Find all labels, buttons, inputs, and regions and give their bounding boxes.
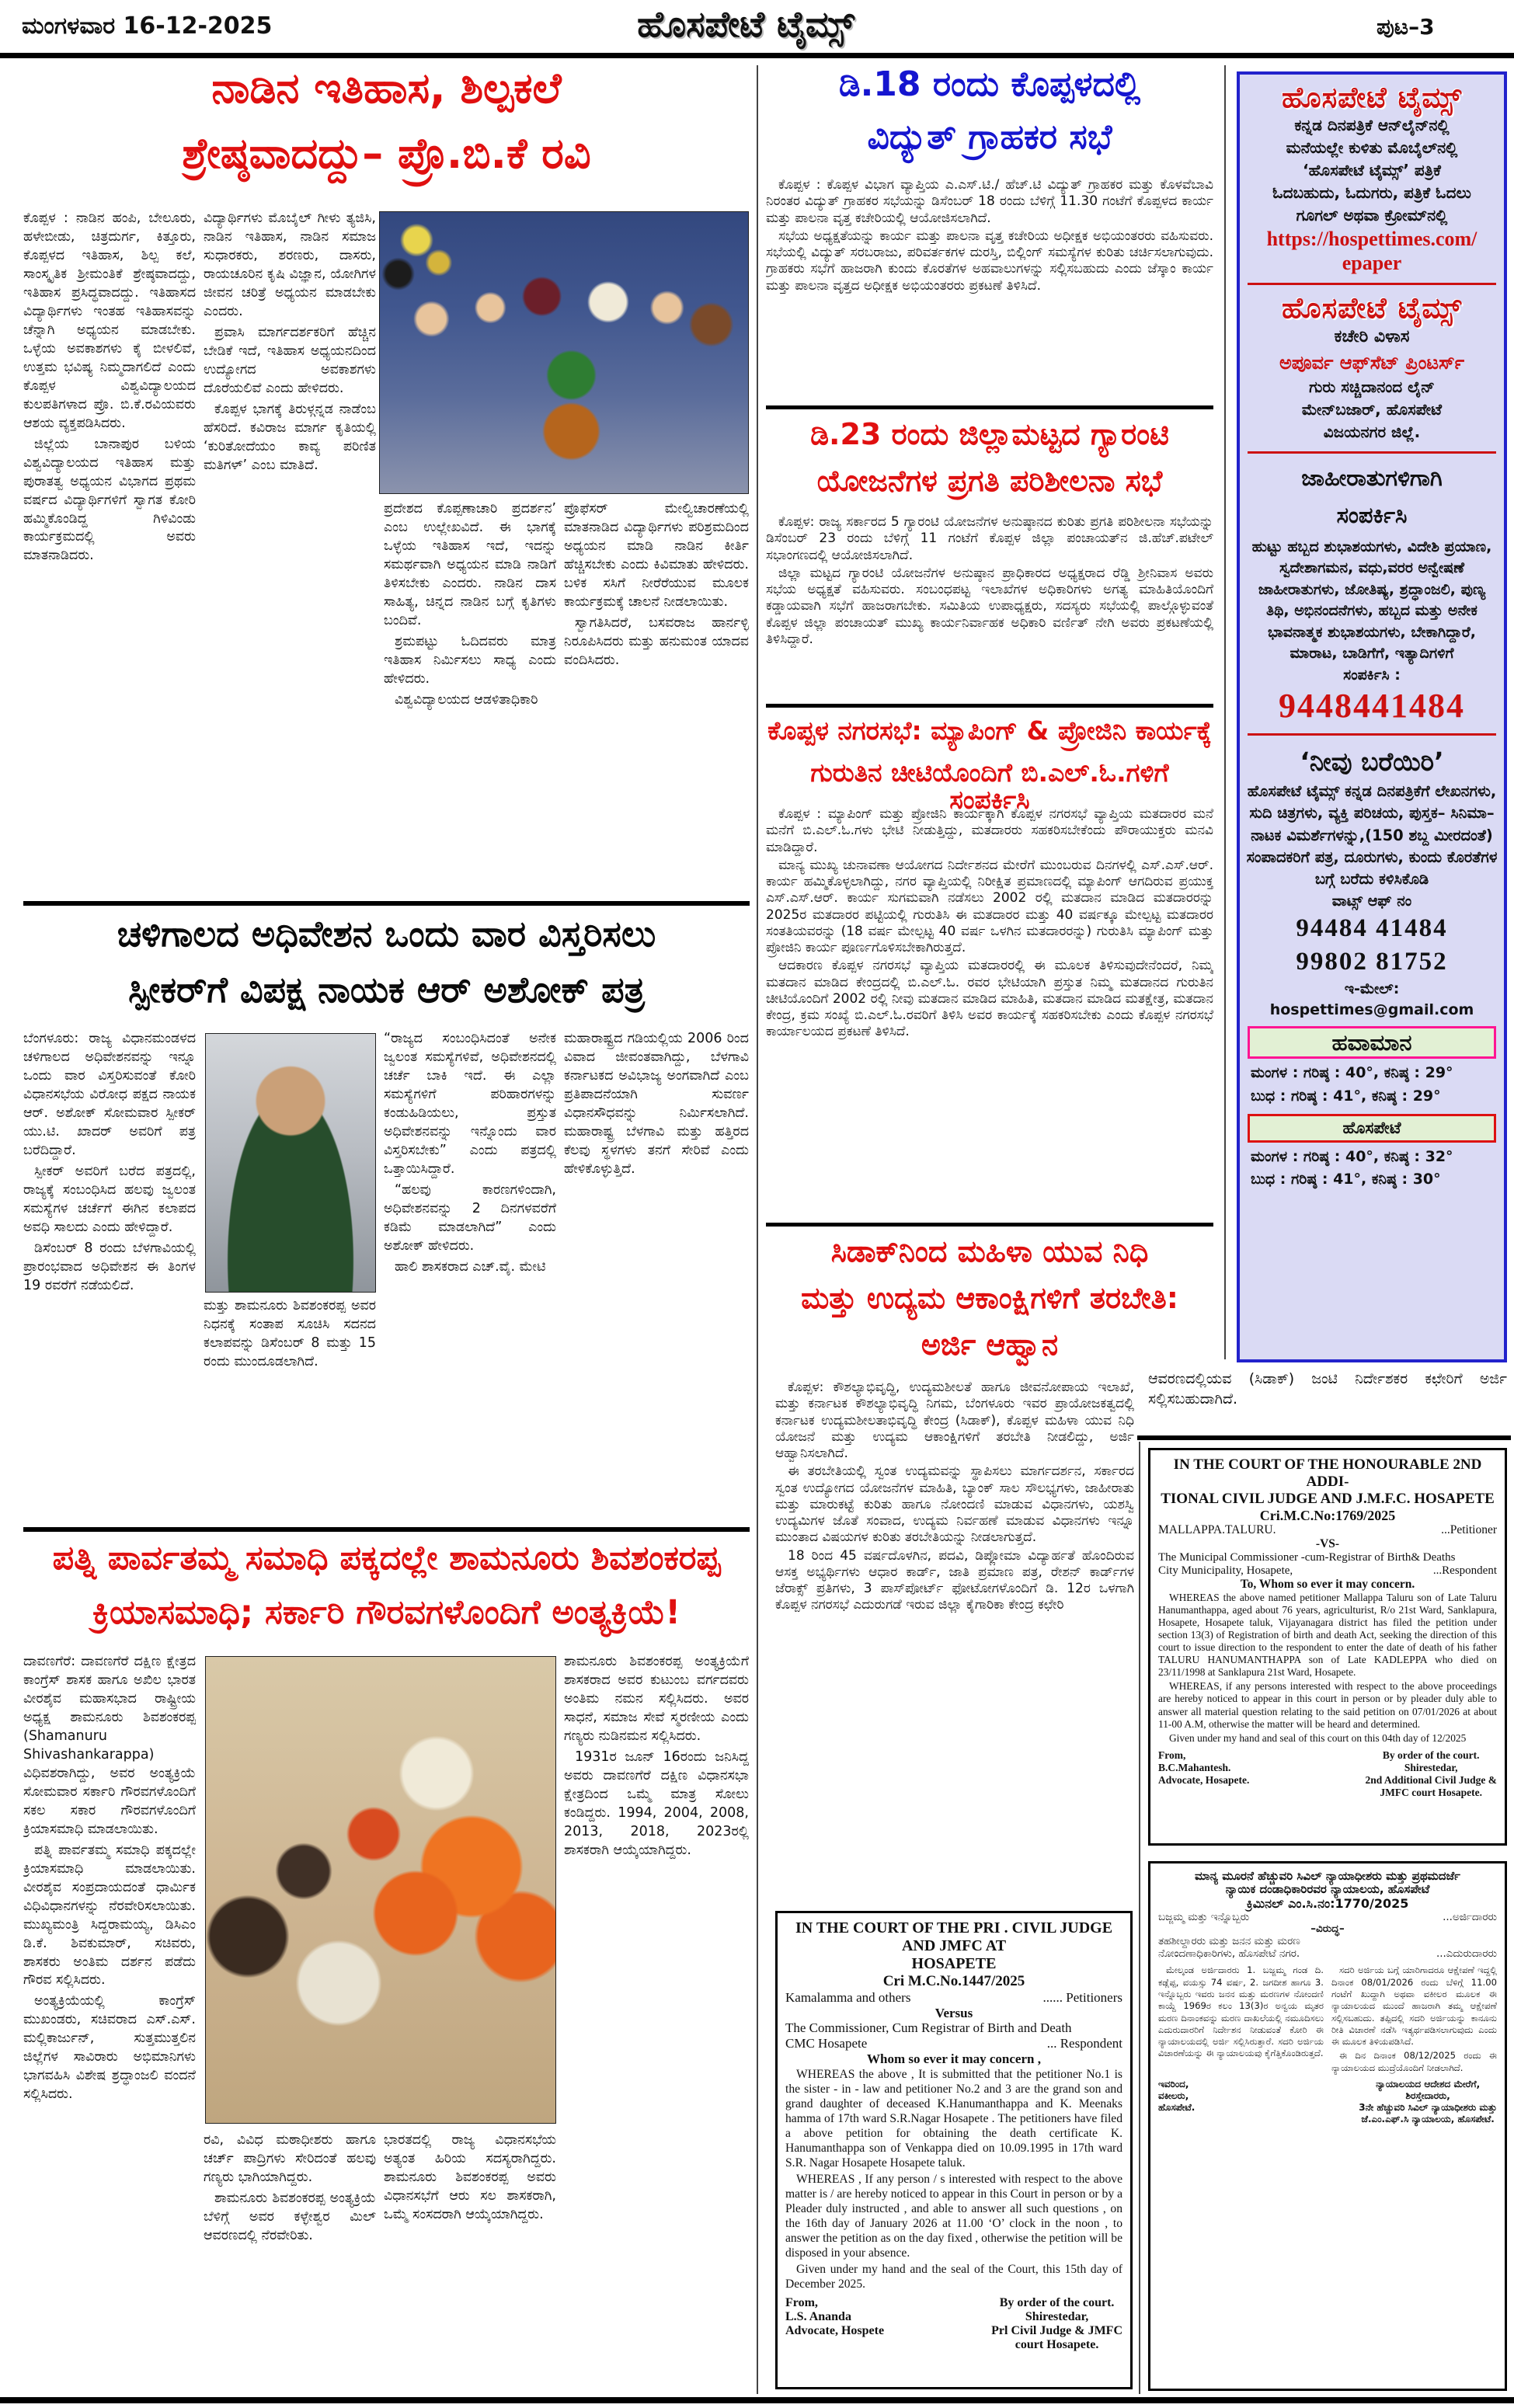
ads-title-line1: ಜಾಹೀರಾತುಗಳಿಗಾಗಿ <box>1301 465 1443 492</box>
article1-headline-line2: ಶ್ರೇಷ್ಠವಾದದ್ದು– ಪ್ರೊ.ಬಿ.ಕೆ ರವಿ <box>182 129 591 178</box>
article2-column2: ಮತ್ತು ಶಾಮನೂರು ಶಿವಶಂಕರಪ್ಪ ಅವರ ನಿಧನಕ್ಕೆ ಸಂತಾಪ ಸೂಚಿಸಿ ಸದನದ ಕಲಾಪವನ್ನು ಡಿಸೆಂಬರ್ 8 ಮತ್ತು 15 ರಂದು ಮುಂದೂಡಲಾಗಿದೆ. <box>204 1298 376 1369</box>
article2-headline-line2: ಸ್ಪೀಕರ್‌ಗೆ ವಿಪಕ್ಷ ನಾಯಕ ಆರ್ ಅಶೋಕ್ ಪತ್ರ <box>128 969 645 1011</box>
middle4-continuation <box>1148 1369 1507 1432</box>
notice-en2-respondent-line1: The Commissioner, Cum Registrar of Birth and Death <box>785 2020 1072 2036</box>
notice-kn-case-number: ಕ್ರಿಮಿನಲ್ ಎಂ.ಸಿ.ನಂ:1770/2025 <box>1246 1895 1409 1911</box>
epaper-line: ಕನ್ನಡ ದಿನಪತ್ರಿಕೆ ಆನ್‌ಲೈನ್‌ನಲ್ಲಿ <box>1294 115 1450 134</box>
middle3-headline-line2: ಗುರುತಿನ ಚೀಟಿಯೊಂದಿಗೆ ಬಿ.ಎಲ್.ಓ.ಗಳಿಗೆ ಸಂಪರ್ಕಿಸಿ <box>810 757 1169 815</box>
notice-en2-order-block: By order of the court. Shirestedar, Prl Civil Judge & JMFC court Hosapete. <box>991 2296 1122 2352</box>
notice-en2-petitioner: Kamalamma and others <box>785 1989 911 2005</box>
notice-kn-respondent-tag: ...ಎದುರುದಾರರು <box>1436 1947 1497 1961</box>
printer-name: ಅಪೂರ್ವ ಆಫ್‌ಸೆಟ್ ಪ್ರಿಂಟರ್ಸ್ <box>1279 351 1465 374</box>
weather-subtitle: ಹೊಸಪೇಟೆ <box>1248 1114 1496 1142</box>
middle4-body: ಕೊಪ್ಪಳ: ಕೌಶಲ್ಯಾಭಿವೃದ್ಧಿ, ಉದ್ಯಮಶೀಲತೆ ಹಾಗೂ ಜೀವನೋಪಾಯ ಇಲಾಖೆ, ಮತ್ತು ಕರ್ನಾಟಕ ಕೌಶಲ್ಯಾಭಿವೃದ್ಧಿ ನಿಗಮ, ಬೆಂಗಳೂರು ಇವರ ಪ್ರಾಯೋಜಕತ್ವದಲ್ಲಿ ಕರ್ನಾಟಕ ಉದ್ಯಮಶೀಲತಾಭಿವೃದ್ಧಿ ಕೇಂದ್ರ (ಸಿಡಾಕ್), ಕೊಪ್ಪಳ ಮಹಿಳಾ ಯುವ ನಿಧಿ ಯೋಜನೆ ಮತ್ತು ಉದ್ಯಮ ಆಕಾಂಕ್ಷಿಗಳಿಗೆ ತರಬೇತಿ ನೀಡಲಿದ್ದು, ಅರ್ಜಿ ಆಹ್ವಾನಿಸಲಾಗಿದೆ. ಈ ತರಬೇತಿಯಲ್ಲಿ ಸ್ವಂತ ಉದ್ಯಮವನ್ನು ಸ್ಥಾಪಿಸಲು ಮಾರ್ಗದರ್ಶನ, ಸರ್ಕಾರದ ಸ್ವಂತ ಉದ್ಯೋಗದ ಯೋಜನೆಗಳ ಮಾಹಿತಿ, ಬ್ಯಾಂಕ್ ಸಾಲ ಸೌಲಭ್ಯಗಳು, ಜಾಹೀರಾತು ಮತ್ತು ಮಾರುಕಟ್ಟೆ ಕುರಿತು ಹಾಗೂ ನೋಂದಣಿ ಮಾಡುವ ವಿಧಾನಗಳು, ಯಶಸ್ವಿ ಉದ್ಯಮಿಗಳ ಜೊತೆ ಸಂವಾದ, ಉದ್ಯಮ ನಿರ್ವಹಣೆ ಮಾಡುವ ವಿಧಾನಗಳು ಇನ್ನೂ ಮುಂತಾದ ವಿಷಯಗಳ ಕುರಿತು ತರಬೇತಿಯನ್ನು ನೀಡಲಾಗುತ್ತದೆ. 18 ರಿಂದ 45 ವರ್ಷದೊಳಗಿನ, ಪದವಿ, ಡಿಪ್ಲೋಮಾ ವಿದ್ಯಾರ್ಹತೆ ಹೊಂದಿರುವ ಆಸಕ್ತ ಅಭ್ಯರ್ಥಿಗಳು ಆಧಾರ ಕಾರ್ಡ್, ಜಾತಿ ಪ್ರಮಾಣ ಪತ್ರ, ರೇಶನ್ ಕಾರ್ಡ್‌ಗಳ ಜೆರಾಕ್ಸ್ ಪ್ರತಿಗಳು, 3 ಪಾಸ್‌ಪೋರ್ಟ್ ಫೋಟೋಗಳೊಂದಿಗೆ ಡಿ. 12ರ ಒಳಗಾಗಿ ಕೊಪ್ಪಳ ನಗರಸಭೆ ಎದುರುಗಡೆ ಇರುವ ಜಿಲ್ಲಾ ಕೈಗಾರಿಕಾ ಕೇಂದ್ರ ಕಛೇರಿ <box>775 1380 1134 1613</box>
contact-label: ಸಂಪರ್ಕಿಸಿ : <box>1343 666 1401 684</box>
article2-column1: ಬೆಂಗಳೂರು: ರಾಜ್ಯ ವಿಧಾನಮಂಡಳದ ಚಳಿಗಾಲದ ಅಧಿವೇಶನವನ್ನು ಇನ್ನೂ ಒಂದು ವಾರ ವಿಸ್ತರಿಸುವಂತೆ ಕೋರಿ ವಿಧಾನಸಭೆಯ ವಿರೋಧ ಪಕ್ಷದ ನಾಯಕ ಆರ್. ಅಶೋಕ್ ಸೋಮವಾರ ಸ್ಪೀಕರ್ ಯು.ಟಿ. ಖಾದರ್ ಅವರಿಗೆ ಪತ್ರ ಬರೆದಿದ್ದಾರೆ. ಸ್ಪೀಕರ್ ಅವರಿಗೆ ಬರೆದ ಪತ್ರದಲ್ಲಿ, ರಾಜ್ಯಕ್ಕೆ ಸಂಬಂಧಿಸಿದ ಹಲವು ಜ್ವಲಂತ ಸಮಸ್ಯೆಗಳ ಚರ್ಚೆಗೆ ಈಗಿನ ಕಲಾಪದ ಅವಧಿ ಸಾಲದು ಎಂದು ಹೇಳಿದ್ದಾರೆ. ಡಿಸೆಂಬರ್ 8 ರಂದು ಬೆಳಗಾವಿಯಲ್ಲಿ ಪ್ರಾರಂಭವಾದ ಅಧಿವೇಶನ ಈ ತಿಂಗಳ 19 ರವರೆಗೆ ನಡೆಯಲಿದೆ. <box>23 1031 196 1293</box>
notice-en1-title-line1: IN THE COURT OF THE HONOURABLE 2ND ADDI- <box>1173 1456 1482 1490</box>
notice-en2-body: WHEREAS the above , It is submitted that the petitioner No.1 is the sister - in - law and petitioner No.2 and 3 are the grand son and grand daughter of deceased K.Hanumanthappa and K. Meenaks hamma of 17th ward S.R.Nagar Hosapete . The petitioners have filed a above petition for obtaining the death certificate K. Hanumanthappa son of Venkappa died on 10.09.1995 in 17th ward S.R. Nagar Hosapete Hosapete taluk. WHEREAS , If any person / s interested with respect to the above matter is / are hereby noticed to appear in this Court in person or by a Pleader duly instructed , and able to answer all such questions , on the 16th day of January 2026 at 11.00 ‘O’ clock in the noon , to answer the petition as on the day fixed , otherwise the petition will be disposed in your absence. Given under my hand and the seal of the Court, this 15th day of December 2025. <box>785 2067 1122 2291</box>
article1-column1: ಕೊಪ್ಪಳ : ನಾಡಿನ ಹಂಪಿ, ಬೇಲೂರು, ಹಳೇಬೀಡು, ಚಿತ್ರದುರ್ಗ, ಕಿತ್ತೂರು, ಕೊಪ್ಪಳದ ಇತಿಹಾಸ, ಶಿಲ್ಪ ಕಲೆ, ಸಾಂಸ್ಕೃತಿಕ ಶ್ರೀಮಂತಿಕೆ ಶ್ರೇಷ್ಠವಾದದ್ದು, ಇತಿಹಾಸ ಪ್ರಸಿದ್ಧವಾದದ್ದು. ಇತಿಹಾಸದ ವಿದ್ಯಾರ್ಥಿಗಳು ಇಂತಹ ಇತಿಹಾಸವನ್ನು ಚೆನ್ನಾಗಿ ಅಧ್ಯಯನ ಮಾಡಬೇಕು. ಒಳ್ಳೆಯ ಅವಕಾಶಗಳು ಕೈ ಬೀಳಲಿವೆ, ಉತ್ತಮ ಭವಿಷ್ಯ ನಿಮ್ಮದಾಗಲಿದೆ ಎಂದು ಕೊಪ್ಪಳ ವಿಶ್ವವಿದ್ಯಾಲಯದ ಕುಲಪತಿಗಳಾದ ಪ್ರೊ. ಬಿ.ಕೆ.ರವಿಯವರು ಆಶಯ ವ್ಯಕ್ತಪಡಿಸಿದರು. ಜಿಲ್ಲೆಯ ಬಾನಾಪುರ ಬಳಿಯ ವಿಶ್ವವಿದ್ಯಾಲಯದ ಇತಿಹಾಸ ಮತ್ತು ಪುರಾತತ್ವ ಅಧ್ಯಯನ ವಿಭಾಗದ ಪ್ರಥಮ ವರ್ಷದ ವಿದ್ಯಾರ್ಥಿಗಳಿಗೆ ಸ್ವಾಗತ ಕೋರಿ ಹಮ್ಮಿಕೊಂಡಿದ್ದ ಗಿಳಿವಿಂಡು ಕಾರ್ಯಕ್ರಮದಲ್ಲಿ ಅವರು ಮಾತನಾಡಿದರು. <box>23 211 196 564</box>
photo-r-ashok-portrait <box>205 1033 376 1293</box>
sidebar-logo-second: ಹೊಸಪೇಟೆ ಟೈಮ್ಸ್ <box>1281 291 1463 325</box>
notice-en1-from-block: From, B.C.Mahantesh. Advocate, Hosapete. <box>1158 1749 1250 1786</box>
article3-column1: ದಾವಣಗೆರೆ: ದಾವಣಗೆರೆ ದಕ್ಷಿಣ ಕ್ಷೇತ್ರದ ಕಾಂಗ್ರೆಸ್ ಶಾಸಕ ಹಾಗೂ ಅಖಿಲ ಭಾರತ ವೀರಶೈವ ಮಹಾಸಭಾದ ರಾಷ್ಟ್ರೀಯ ಅಧ್ಯಕ್ಷ ಶಾಮನೂರು ಶಿವಶಂಕರಪ್ಪ (Shamanuru Shivashankarappa) ವಿಧಿವಶರಾಗಿದ್ದು, ಅವರ ಅಂತ್ಯಕ್ರಿಯೆ ಸೋಮವಾರ ಸರ್ಕಾರಿ ಗೌರವಗಳೊಂದಿಗೆ ಸಕಲ ಸಕಾರ ಗೌರವಗಳೊಂದಿಗೆ ಕ್ರಿಯಾಸಮಾಧಿ ಮಾಡಲಾಯಿತು. ಪತ್ನಿ ಪಾರ್ವತಮ್ಮ ಸಮಾಧಿ ಪಕ್ಕದಲ್ಲೇ ಕ್ರಿಯಾಸಮಾಧಿ ಮಾಡಲಾಯಿತು. ವೀರಶೈವ ಸಂಪ್ರದಾಯದಂತೆ ಧಾರ್ಮಿಕ ವಿಧಿವಿಧಾನಗಳನ್ನು ನೆರವೇರಿಸಲಾಯಿತು. ಮುಖ್ಯಮಂತ್ರಿ ಸಿದ್ದರಾಮಯ್ಯ, ಡಿಸಿಎಂ ಡಿ.ಕೆ. ಶಿವಕುಮಾರ್, ಸಚಿವರು, ಶಾಸಕರು ಅಂತಿಮ ದರ್ಶನ ಪಡೆದು ಗೌರವ ಸಲ್ಲಿಸಿದರು. ಅಂತ್ಯಕ್ರಿಯೆಯಲ್ಲಿ ಕಾಂಗ್ರೆಸ್ ಮುಖಂಡರು, ಸಚಿವರಾದ ಎಸ್.ಎಸ್. ಮಲ್ಲಿಕಾರ್ಜುನ್, ಸುತ್ತಮುತ್ತಲಿನ ಜಿಲ್ಲೆಗಳ ಸಾವಿರಾರು ಅಭಿಮಾನಿಗಳು ಭಾಗವಹಿಸಿ ವಿಶೇಷ ಶ್ರದ್ಧಾಂಜಲಿ ವಂದನೆ ಸಲ್ಲಿಸಿದರು. <box>23 1654 196 2103</box>
sidebar-ad-box <box>1237 71 1507 1362</box>
middle4-headline-line3: ಅರ್ಜಿ ಆಹ್ವಾನ <box>921 1328 1059 1362</box>
epaper-url-line1[interactable]: https://hospettimes.com/ <box>1266 227 1477 250</box>
notice-en2-case-number: Cri M.C.No.1447/2025 <box>882 1973 1025 1989</box>
notice-en2-petitioner-tag: ...... Petitioners <box>1042 1989 1122 2005</box>
middle2-rule <box>766 704 1213 708</box>
continuation-text: ಆವರಣದಲ್ಲಿಯವ (ಸಿಡಾಕ್) ಜಂಟಿ ನಿರ್ದೇಶಕರ ಕಛೇರಿಗೆ ಅರ್ಜಿ ಸಲ್ಲಿಸಬಹುದಾಗಿದೆ. <box>1148 1370 1507 1408</box>
court-notice-kn <box>1148 1861 1507 2391</box>
page-bottom-rule <box>0 2397 1514 2403</box>
epaper-line: ‘ಹೊಸಪೇಟೆ ಟೈಮ್ಸ್’ ಪತ್ರಿಕೆ <box>1303 160 1441 179</box>
weather-row: ಬುಧ : ಗರಿಷ್ಠ : 41°, ಕನಿಷ್ಠ : 29° <box>1251 1087 1441 1105</box>
notice-kn-body: ಮೇಲ್ಕಂಡ ಅರ್ಜಿದಾರರು 1. ಬಜ್ಜಮ್ಮ ಗಂಡ ದಿ. ಕಡ್ಲೆಪ್ಪ, ವಯಸ್ಸು 74 ವರ್ಷ, 2. ಜಗದೀಶ ಹಾಗೂ 3. ಇನ್ನೊಬ್ಬರು ಇವರು ಜನನ ಮತ್ತು ಮರಣಗಳ ನೋಂದಣಿ ಕಾಯ್ದೆ 1969ರ ಕಲಂ 13(3)ರ ಅನ್ವಯ ಮೃತರ ಮರಣ ದಿನಾಂಕವನ್ನು ಮರಣ ದಾಖಲೆಯಲ್ಲಿ ನಮೂದಿಸಲು ಎದುರುದಾರರಿಗೆ ನಿರ್ದೇಶನ ನೀಡುವಂತೆ ಕೋರಿ ಈ ನ್ಯಾಯಾಲಯದಲ್ಲಿ ಅರ್ಜಿ ಸಲ್ಲಿಸಿರುತ್ತಾರೆ. ಸದರಿ ಅರ್ಜಿಯ ವಿಚಾರಣೆಯನ್ನು ಈ ನ್ಯಾಯಾಲಯವು ಕೈಗೆತ್ತಿಕೊಂಡಿರುತ್ತದೆ. ಸದರಿ ಅರ್ಜಿಯ ಬಗ್ಗೆ ಯಾರಿಗಾದರೂ ಆಕ್ಷೇಪಣೆ ಇದ್ದಲ್ಲಿ ದಿನಾಂಕ 08/01/2026 ರಂದು ಬೆಳಿಗ್ಗೆ 11.00 ಗಂಟೆಗೆ ಖುದ್ದಾಗಿ ಅಥವಾ ವಕೀಲರ ಮೂಲಕ ಈ ನ್ಯಾಯಾಲಯದ ಮುಂದೆ ಹಾಜರಾಗಿ ತಮ್ಮ ಆಕ್ಷೇಪಣೆ ಸಲ್ಲಿಸಬಹುದು. ತಪ್ಪಿದಲ್ಲಿ ಸದರಿ ಅರ್ಜಿಯನ್ನು ಕಾನೂನು ರೀತಿ ವಿಚಾರಣೆ ನಡೆಸಿ ಇತ್ಯರ್ಥಪಡಿಸಲಾಗುವುದು ಎಂದು ಈ ಮೂಲಕ ತಿಳಿಯಪಡಿಸಿದೆ. ಈ ದಿನ ದಿನಾಂಕ 08/12/2025 ರಂದು ಈ ನ್ಯಾಯಾಲಯದ ಮುದ್ರೆಯೊಂದಿಗೆ ನೀಡಲಾಗಿದೆ. <box>1158 1964 1497 2073</box>
article2-bottom-rule <box>23 1527 750 1532</box>
notice-en1-respondent-line2: City Municipality, Hosapete, <box>1158 1564 1293 1578</box>
notice-en1-petitioner: MALLAPPA.TALURU. <box>1158 1523 1276 1537</box>
notice-kn-from-block: ಇವರಿಂದ, ವಕೀಲರು, ಹೊಸಪೇಟೆ. <box>1158 2079 1196 2114</box>
whatsapp-label: ವಾಟ್ಸ್ ಆಫ್ ನಂ <box>1331 892 1412 910</box>
write-title: ‘ನೀವು ಬರೆಯಿರಿ’ <box>1300 746 1444 778</box>
court-notice-en1 <box>1148 1448 1507 1846</box>
notice-kn-respondent-line2: ನೋಂದಣಾಧಿಕಾರಿಗಳು, ಹೊಸಪೇಟೆ ನಗರ. <box>1158 1947 1300 1961</box>
middle1-headline-line2: ವಿದ್ಯುತ್ ಗ್ರಾಹಕರ ಸಭೆ <box>867 117 1112 157</box>
sidebar-divider <box>1248 451 1496 454</box>
photo-university-event <box>379 211 749 494</box>
weather-title: ಹವಾಮಾನ <box>1248 1026 1496 1059</box>
ads-title-line2: ಸಂಪರ್ಕಿಸಿ <box>1336 502 1408 529</box>
article3-column4: ಶಾಮನೂರು ಶಿವಶಂಕರಪ್ಪ ಅಂತ್ಯಕ್ರಿಯೆಗೆ ಶಾಸಕರಾದ ಅವರ ಕುಟುಂಬ ವರ್ಗದವರು ಅಂತಿಮ ನಮನ ಸಲ್ಲಿಸಿದರು. ಅವರ ಸಾಧನೆ, ಸಮಾಜ ಸೇವೆ ಸ್ಮರಣೀಯ ಎಂದು ಗಣ್ಯರು ನುಡಿನಮನ ಸಲ್ಲಿಸಿದರು. 1931ರ ಜೂನ್ 16ರಂದು ಜನಿಸಿದ್ದ ಅವರು ದಾವಣಗೆರೆ ದಕ್ಷಿಣ ವಿಧಾನಸಭಾ ಕ್ಷೇತ್ರದಿಂದ ಒಮ್ಮೆ ಮಾತ್ರ ಸೋಲು ಕಂಡಿದ್ದರು. 1994, 2004, 2008, 2013, 2018, 2023ರಲ್ಲಿ ಶಾಸಕರಾಗಿ ಆಯ್ಕೆಯಾಗಿದ್ದರು. <box>564 1654 749 1858</box>
address-line: ಗುರು ಸಚ್ಚಿದಾನಂದ ಲೈನ್ <box>1309 378 1435 397</box>
photo-funeral-procession <box>205 1656 556 2124</box>
whatsapp-number-2: 99802 81752 <box>1296 947 1448 976</box>
notice-en2-respondent-line2: CMC Hosapete <box>785 2036 868 2051</box>
epaper-url-line2[interactable]: epaper <box>1342 251 1402 274</box>
write-body: ಹೊಸಪೇಟೆ ಟೈಮ್ಸ್ ಕನ್ನಡ ದಿನಪತ್ರಿಕೆಗೆ ಲೇಖನಗಳು, ಸುದಿ ಚಿತ್ರಗಳು, ವ್ಯಕ್ತಿ ಪರಿಚಯ, ಪುಸ್ತಕ– ಸಿನಿಮಾ–ನಾಟಕ ವಿಮರ್ಶೆಗಳನ್ನು,(150 ಶಬ್ದ ಮೀರದಂತೆ) ಸಂಪಾದಕರಿಗೆ ಪತ್ರ, ದೂರುಗಳು, ಕುಂದು ಕೊರತೆಗಳ ಬಗ್ಗೆ ಬರೆದು ಕಳಿಸಿಕೊಡಿ <box>1246 782 1498 889</box>
article1-headline-line1: ನಾಡಿನ ಇತಿಹಾಸ, ಶಿಲ್ಪಕಲೆ <box>211 64 562 113</box>
epaper-line: ಮನೆಯಲ್ಲೇ ಕುಳಿತು ಮೊಬೈಲ್‌ನಲ್ಲಿ <box>1286 137 1458 157</box>
masthead-rule <box>0 53 1514 58</box>
middle2-headline-line1: ಡಿ.23 ರಂದು ಜಿಲ್ಲಾಮಟ್ಟದ ಗ್ಯಾರಂಟಿ <box>810 417 1169 451</box>
article3-headline-line2: ಕ್ರಿಯಾಸಮಾಧಿ; ಸರ್ಕಾರಿ ಗೌರವಗಳೊಂದಿಗೆ ಅಂತ್ಯಕ್ರಿಯೆ! <box>92 1593 680 1632</box>
middle4-headline-line1: ಸಿಡಾಕ್‌ನಿಂದ ಮಹಿಳಾ ಯುವ ನಿಧಿ <box>830 1234 1149 1268</box>
ads-category-list: ಹುಟ್ಟು ಹಬ್ಬದ ಶುಭಾಶಯಗಳು, ವಿದೇಶಿ ಪ್ರಯಾಣ, ಸ್ವದೇಶಾಗಮನ, ವಧು,ವರರ ಅನ್ವೇಷಣೆ ಜಾಹೀರಾತುಗಳು, ಜೋತಿಷ್ಯ, ಶ್ರದ್ಧಾಂಜಲಿ, ಪುಣ್ಯ ತಿಥಿ, ಅಭಿನಂದನೆಗಳು, ಹಬ್ಬದ ಮತ್ತು ಅನೇಕ ಭಾವನಾತ್ಮಕ ಶುಭಾಶಯಗಳು, ಬೇಕಾಗಿದ್ದಾರೆ, ಮಾರಾಟ, ಬಾಡಿಗೆಗೆ, ಇತ್ಯಾದಿಗಳಿಗೆ <box>1251 538 1492 663</box>
sidebar-logo-top: ಹೊಸಪೇಟೆ ಟೈಮ್ಸ್ <box>1281 81 1463 114</box>
address-line: ಮೇನ್‌ಬಜಾರ್, ಹೊಸಪೇಟೆ <box>1301 400 1443 419</box>
masthead-page-number: ಪುಟ–3 <box>1377 14 1435 40</box>
article3-column3: ಭಾರತದಲ್ಲಿ ರಾಜ್ಯ ವಿಧಾನಸಭೆಯ ಅತ್ಯಂತ ಹಿರಿಯ ಸದಸ್ಯರಾಗಿದ್ದರು. ಶಾಮನೂರು ಶಿವಶಂಕರಪ್ಪ ಅವರು ವಿಧಾನಸಭೆಗೆ ಆರು ಸಲ ಶಾಸಕರಾಗಿ, ಒಮ್ಮೆ ಸಂಸದರಾಗಿ ಆಯ್ಕೆಯಾಗಿದ್ದರು. <box>384 2132 556 2222</box>
middle3-headline-line1: ಕೊಪ್ಪಳ ನಗರಸಭೆ: ಮ್ಯಾಪಿಂಗ್ & ಪ್ರೋಜಿನಿ ಕಾರ್ಯಕ್ಕೆ <box>767 715 1212 746</box>
notice-en2-title-line1: IN THE COURT OF THE PRI . CIVIL JUDGE AND JMFC AT <box>795 1919 1113 1954</box>
middle3-rule <box>766 1223 1213 1227</box>
notice-en1-title-line2: TIONAL CIVIL JUDGE AND J.M.F.C. HOSAPETE <box>1161 1490 1495 1507</box>
notice-kn-respondent-line1: ತಹಶೀಲ್ದಾರರು ಮತ್ತು ಜನನ ಮತ್ತು ಮರಣ <box>1158 1935 1300 1948</box>
whatsapp-number-1: 94484 41484 <box>1296 914 1448 943</box>
article1-column2: ವಿದ್ಯಾರ್ಥಿಗಳು ಮೊಬೈಲ್ ಗೀಳು ತ್ಯಜಿಸಿ, ನಾಡಿನ ಇತಿಹಾಸ, ನಾಡಿನ ಸಮಾಜ ಸುಧಾರಕರು, ಶರಣರು, ದಾಸರು, ರಾಯಚೂರಿನ ಕೃಷಿ ವಿಜ್ಞಾನ, ಯೋಗಿಗಳ ಜೀವನ ಚರಿತ್ರೆ ಅಧ್ಯಯನ ಮಾಡಬೇಕು ಎಂದರು. ಪ್ರವಾಸಿ ಮಾರ್ಗದರ್ಶಕರಿಗೆ ಹೆಚ್ಚಿನ ಬೇಡಿಕೆ ಇದೆ, ಇತಿಹಾಸ ಅಧ್ಯಯನದಿಂದ ಉದ್ಯೋಗದ ಅವಕಾಶಗಳು ದೊರೆಯಲಿವೆ ಎಂದು ಹೇಳಿದರು. ಕೊಪ್ಪಳ ಭಾಗಕ್ಕೆ ತಿರುಳ್ಗನ್ನಡ ನಾಡೆಂಬ ಹೆಸರಿದೆ. ಕವಿರಾಜ ಮಾರ್ಗ ಕೃತಿಯಲ್ಲಿ ‘ಕುರಿತೋದೆಯಂ ಕಾವ್ಯ ಪರಿಣಿತ ಮತಿಗಳ್’ ಎಂಬ ಮಾತಿದೆ. <box>204 211 376 473</box>
sidebar-epaper-text <box>1246 114 1498 227</box>
notice-en1-petitioner-tag: ...Petitioner <box>1441 1523 1497 1537</box>
middle3-body: ಕೊಪ್ಪಳ : ಮ್ಯಾಪಿಂಗ್ ಮತ್ತು ಪ್ರೋಜಿನಿ ಕಾರ್ಯಕ್ಕಾಗಿ ಕೊಪ್ಪಳ ನಗರಸಭೆ ವ್ಯಾಪ್ತಿಯ ಮತದಾರರ ಮನೆ ಮನೆಗೆ ಬಿ.ಎಲ್.ಓ.ಗಳು ಭೇಟಿ ನೀಡುತ್ತಿದ್ದು, ಮತದಾರರು ಸಹಕರಿಸಬೇಕೆಂದು ಪೌರಾಯುಕ್ತರು ಮನವಿ ಮಾಡಿದ್ದಾರೆ. ಮಾನ್ಯ ಮುಖ್ಯ ಚುನಾವಣಾ ಆಯೋಗದ ನಿರ್ದೇಶನದ ಮೇರೆಗೆ ಮುಂಬರುವ ದಿನಗಳಲ್ಲಿ ಎಸ್.ಎಸ್.ಆರ್. ಕಾರ್ಯ ಹಮ್ಮಿಕೊಳ್ಳಲಾಗಿದ್ದು, ನಗರ ವ್ಯಾಪ್ತಿಯಲ್ಲಿ ನಿರೀಕ್ಷಿತ ಪ್ರಮಾಣದಲ್ಲಿ ಮ್ಯಾಪಿಂಗ್ ಆಗದಿರುವ ಪ್ರಯುಕ್ತ ಎಸ್.ಎಸ್.ಆರ್. ಕಾರ್ಯ ಸುಗಮವಾಗಿ ನಡೆಸಲು 2002 ರಲ್ಲಿ ಮತದಾನ ಮಾಡಿದ ಮತದಾರರನ್ನು 2025ರ ಮತದಾರರ ಪಟ್ಟಿಯಲ್ಲಿ ಗುರುತಿಸಿ ಈ ಮತದಾರರ ಮತ್ತು 40 ವರ್ಷಕ್ಕೂ ಮೇಲ್ಪಟ್ಟ ಮತದಾರರ ಸಂತತಿಯವರನ್ನು (18 ವರ್ಷ ಮೇಲ್ಪಟ್ಟ 40 ವರ್ಷ ಒಳಗಿನ ಮತದಾರರನ್ನು) ಗುರುತಿಸಿ ಮ್ಯಾಪಿಂಗ್ ಮತ್ತು ಪ್ರೋಜಿನಿ ಕಾರ್ಯ ಪೂರ್ಣಗೊಳಿಸಬೇಕಾಗಿರುತ್ತದೆ. ಆದಕಾರಣ ಕೊಪ್ಪಳ ನಗರಸಭೆ ವ್ಯಾಪ್ತಿಯ ಮತದಾರರಲ್ಲಿ ಈ ಮೂಲಕ ತಿಳಿಸುವುದೇನೆಂದರೆ, ನಿಮ್ಮ ಮತದಾನ ಮಾಡಿದ ಕೇಂದ್ರದಲ್ಲಿ ಬಿ.ಎಲ್.ಓ. ರವರ ಭೇಟಿಯಾಗಿ ಪ್ರಸ್ತುತ ನಿಮ್ಮ ಮತದಾನದ ಗುರುತಿನ ಚೀಟಿಯೊಂದಿಗೆ 2002 ರಲ್ಲಿ ನೀವು ಮತದಾನ ಮಾಡಿದ ಮಾಹಿತಿ, ಮತದಾನ ಮಾಡಿದ ಮತಕ್ಷೇತ್ರ, ಮತದಾನ ಕೇಂದ್ರ, ಕ್ರಮ ಸಂಖ್ಯೆ ಬಿ.ಎಲ್.ಓ.ರವರಿಗೆ ತಿಳಿಸಿ ಅವರ ಕಾರ್ಯಕ್ಕೆ ಸಹಕರಿಸಬೇಕು ಎಂದು ಕೊಪ್ಪಳ ನಗರಸಭೆ ಕಾರ್ಯಾಲಯದ ಪ್ರಕಟಣೆ ತಿಳಿಸಿದೆ. <box>766 806 1213 1040</box>
middle1-rule <box>766 405 1213 409</box>
middle2-headline-line2: ಯೋಜನೆಗಳ ಪ್ರಗತಿ ಪರಿಶೀಲನಾ ಸಭೆ <box>816 464 1163 498</box>
notice-en2-concern: Whom so ever it may concern , <box>867 2051 1041 2067</box>
article3-column2: ರವಿ, ವಿವಿಧ ಮಠಾಧೀಶರು ಹಾಗೂ ಚರ್ಚ್ ಪಾದ್ರಿಗಳು ಸೇರಿದಂತೆ ಹಲವು ಗಣ್ಯರು ಭಾಗಿಯಾಗಿದ್ದರು. ಶಾಮನೂರು ಶಿವಶಂಕರಪ್ಪ ಅಂತ್ಯಕ್ರಿಯೆ ಬೆಳಿಗ್ಗೆ ಅವರ ಕಳ್ಳೇಶ್ವರ ಮಿಲ್ ಆವರಣದಲ್ಲಿ ನೆರವೇರಿತು. <box>204 2132 376 2243</box>
notice-en1-order-block: By order of the court. Shirestedar, 2nd Additional Civil Judge & JMFC court Hosapete. <box>1365 1749 1497 1798</box>
sidebar-divider <box>1248 733 1496 736</box>
article1-bottom-rule <box>23 901 750 906</box>
notice-kn-order-block: ನ್ಯಾಯಾಲಯದ ಆದೇಶದ ಮೇರೆಗೆ, ಶಿರಸ್ತೇದಾರರು, 3ನೇ ಹೆಚ್ಚುವರಿ ಸಿವಿಲ್ ನ್ಯಾಯಾಧೀಶರು ಮತ್ತು ಜೆ.ಎಂ.ಎಫ್.ಸಿ ನ್ಯಾಯಾಲಯ, ಹೊಸಪೇಟೆ. <box>1359 2079 1497 2125</box>
middle1-headline-line1: ಡಿ.18 ರಂದು ಕೊಪ್ಪಳದಲ್ಲಿ <box>838 64 1141 104</box>
masthead-date: ಮಂಗಳವಾರ 16-12-2025 <box>22 12 273 40</box>
notice-kn-versus: –ವಿರುದ್ಧ– <box>1310 1922 1345 1935</box>
weather-row: ಮಂಗಳ : ಗರಿಷ್ಠ : 40°, ಕನಿಷ್ಠ : 32° <box>1251 1147 1453 1165</box>
office-address-label: ಕಚೇರಿ ವಿಳಾಸ <box>1334 326 1410 346</box>
email-address[interactable]: ಇ-ಮೇಲ್: hospettimes@gmail.com <box>1269 980 1474 1019</box>
middle4-headline-line2: ಮತ್ತು ಉದ್ಯಮ ಆಕಾಂಕ್ಷಿಗಳಿಗೆ ತರಬೇತಿ: <box>801 1281 1178 1315</box>
notice-en1-body: WHEREAS the above named petitioner Mallappa Taluru son of Late Taluru Hanumanthappa, aged about 76 years, agriculturist, R/o 21st Ward, Sanklapura, Hosapete, Hosapete taluk, Vijayanagara district has filed the petition under section 13(3) of Registration of birth and death Act, seeking the direction of this court to issue direction to the respondent to enter the date of death of his father TALURU HANUMANTHAPPA son of Late KADLEPPA who died on 23/11/1998 at Sanklapura 21st Ward, Hosapete. WHEREAS, if any persons interested with respect to the above proceedings are hereby noticed to appear in this court in person or by pleader duly able to answer all material question relating to the said petition on 07/01/2026 at about 11-00 A.M, otherwise the matter will be heard and determined. Given under my hand and seal of this court on this 04th day of 12/2025 <box>1158 1591 1497 1744</box>
notice-en2-respondent-tag: ... Respondent <box>1046 2036 1122 2051</box>
notice-en2-versus: Versus <box>935 2005 973 2020</box>
middle1-body: ಕೊಪ್ಪಳ : ಕೊಪ್ಪಳ ವಿಭಾಗ ವ್ಯಾಪ್ತಿಯ ಎ.ಎಸ್.ಟಿ./ ಹೆಚ್.ಟಿ ವಿದ್ಯುತ್ ಗ್ರಾಹಕರ ಮತ್ತು ಕೊಳವೆಬಾವಿ ನಿರಂತರ ವಿದ್ಯುತ್ ಗ್ರಾಹಕರ ಸಭೆಯನ್ನು ಡಿಸೆಂಬರ್ 18 ರಂದು ಬೆಳಿಗ್ಗೆ 11.30 ಗಂಟೆಗೆ ಕೊಪ್ಪಳದ ಕಾರ್ಯ ಮತ್ತು ಪಾಲನಾ ವೃತ್ತ ಕಚೇರಿಯಲ್ಲಿ ಆಯೋಜಿಸಲಾಗಿದೆ. ಸಭೆಯ ಅಧ್ಯಕ್ಷತೆಯನ್ನು ಕಾರ್ಯ ಮತ್ತು ಪಾಲನಾ ವೃತ್ತ ಕಚೇರಿಯ ಅಧೀಕ್ಷಕ ಅಭಿಯಂತರರು ವಹಿಸುವರು. ಸಭೆಯಲ್ಲಿ ವಿದ್ಯುತ್ ಸರಬರಾಜು, ಪರಿವರ್ತಕಗಳ ದುರಸ್ತಿ, ಬಿಲ್ಲಿಂಗ್ ಸಮಸ್ಯೆಗಳ ಕುರಿತು ಚರ್ಚಿಸಲಾಗುವುದು. ಗ್ರಾಹಕರು ಸಭೆಗೆ ಹಾಜರಾಗಿ ಕುಂದು ಕೊರತೆಗಳ ಅಹವಾಲುಗಳನ್ನು ಸಲ್ಲಿಸಬಹುದು ಎಂದು ಜೆಸ್ಕಾಂ ಕಾರ್ಯ ಮತ್ತು ಪಾಲನಾ ವೃತ್ತದ ಅಧೀಕ್ಷಕ ಅಭಿಯಂತರರು ಪ್ರಕಟಣೆ ತಿಳಿಸಿದೆ. <box>766 177 1213 294</box>
weather-row: ಮಂಗಳ : ಗರಿಷ್ಠ : 40°, ಕನಿಷ್ಠ : 29° <box>1251 1064 1453 1082</box>
right-column-rule <box>1137 1435 1511 1440</box>
address-line: ವಿಜಯನಗರ ಜಿಲ್ಲೆ. <box>1323 423 1421 442</box>
notice-kn-petitioner-tag: ...ಅರ್ಜಿದಾರರು <box>1443 1910 1497 1923</box>
notice-en1-respondent-tag: ...Respondent <box>1432 1564 1497 1578</box>
court-notice-en2 <box>775 1911 1133 2389</box>
notice-en1-versus: -VS- <box>1315 1537 1340 1551</box>
weather-row: ಬುಧ : ಗರಿಷ್ಠ : 41°, ಕನಿಷ್ಠ : 30° <box>1251 1170 1441 1188</box>
article3-headline-line1: ಪತ್ನಿ ಪಾರ್ವತಮ್ಮ ಸಮಾಧಿ ಪಕ್ಕದಲ್ಲೇ ಶಾಮನೂರು ಶಿವಶಂಕರಪ್ಪ <box>52 1539 721 1578</box>
notice-kn-petitioner: ಬಜ್ಜಮ್ಮ ಮತ್ತು ಇನ್ನೊಬ್ಬರು <box>1158 1910 1250 1923</box>
office-address <box>1246 376 1498 444</box>
article1-column3: ಪ್ರದೇಶದ ಕೊಪ್ಪಣಾಚಾರಿ ಪ್ರದರ್ಶನ’ ಎಂಬ ಉಲ್ಲೇಖವಿದೆ. ಈ ಭಾಗಕ್ಕೆ ಒಳ್ಳೆಯ ಇತಿಹಾಸ ಇದೆ, ಇದನ್ನು ಸಮರ್ಥವಾಗಿ ಅಧ್ಯಯನ ಮಾಡಿ ನಾಡಿಗೆ ತಿಳಿಸಬೇಕು ಎಂದರು. ನಾಡಿನ ದಾಸ ಸಾಹಿತ್ಯ, ಚಿನ್ನದ ನಾಡಿನ ಬಗ್ಗೆ ಕೃತಿಗಳು ಬಂದಿವೆ. ಶ್ರಮಪಟ್ಟು ಓದಿದವರು ಮಾತ್ರ ಇತಿಹಾಸ ನಿರ್ಮಿಸಲು ಸಾಧ್ಯ ಎಂದು ಹೇಳಿದರು. ವಿಶ್ವವಿದ್ಯಾಲಯದ ಆಡಳಿತಾಧಿಕಾರಿ <box>384 501 556 708</box>
epaper-line: ಓದಬಹುದು, ಓದುಗರು, ಪತ್ರಿಕೆ ಓದಲು <box>1272 183 1471 202</box>
article2-column3: “ರಾಜ್ಯದ ಸಂಬಂಧಿಸಿದಂತೆ ಅನೇಕ ಜ್ವಲಂತ ಸಮಸ್ಯೆಗಳಿವೆ, ಅಧಿವೇಶನದಲ್ಲಿ ಚರ್ಚೆ ಬಾಕಿ ಇದೆ. ಈ ಎಲ್ಲಾ ಸಮಸ್ಯೆಗಳಿಗೆ ಪರಿಹಾರಗಳನ್ನು ಕಂಡುಹಿಡಿಯಲು, ಪ್ರಸ್ತುತ ಅಧಿವೇಶನವನ್ನು ಇನ್ನೊಂದು ವಾರ ವಿಸ್ತರಿಸಬೇಕು” ಎಂದು ಪತ್ರದಲ್ಲಿ ಒತ್ತಾಯಿಸಿದ್ದಾರೆ. “ಹಲವು ಕಾರಣಗಳಿಂದಾಗಿ, ಅಧಿವೇಶನವನ್ನು 2 ದಿನಗಳವರೆಗೆ ಕಡಿಮೆ ಮಾಡಲಾಗಿದೆ” ಎಂದು ಅಶೋಕ್ ಹೇಳಿದರು. ಹಾಲಿ ಶಾಸಕರಾದ ಎಚ್.ವೈ. ಮೇಟಿ <box>384 1031 556 1275</box>
notice-en2-from-block: From, L.S. Ananda Advocate, Hospete <box>785 2296 885 2338</box>
epaper-line: ಗೂಗಲ್ ಅಥವಾ ಕ್ರೋಮ್‌ನಲ್ಲಿ <box>1296 205 1448 224</box>
article2-headline-line1: ಚಳಿಗಾಲದ ಅಧಿವೇಶನ ಒಂದು ವಾರ ವಿಸ್ತರಿಸಲು <box>117 913 656 955</box>
notice-en2-title-line2: HOSAPETE <box>911 1955 997 1972</box>
divider-middle-right-lower <box>1139 1442 1140 2394</box>
middle2-body: ಕೊಪ್ಪಳ: ರಾಜ್ಯ ಸರ್ಕಾರದ 5 ಗ್ಯಾರಂಟಿ ಯೋಜನೆಗಳ ಅನುಷ್ಠಾನದ ಕುರಿತು ಪ್ರಗತಿ ಪರಿಶೀಲನಾ ಸಭೆಯನ್ನು ಡಿಸೆಂಬರ್ 23 ರಂದು ಬೆಳಿಗ್ಗೆ 11 ಗಂಟೆಗೆ ಕೊಪ್ಪಳ ಜಿಲ್ಲಾ ಪಂಚಾಯತ್‌ನ ಜಿ.ಹೆಚ್.ಪಟೇಲ್ ಸಭಾಂಗಣದಲ್ಲಿ ಆಯೋಜಿಸಲಾಗಿದೆ. ಜಿಲ್ಲಾ ಮಟ್ಟದ ಗ್ಯಾರಂಟಿ ಯೋಜನೆಗಳ ಅನುಷ್ಠಾನ ಪ್ರಾಧಿಕಾರದ ಅಧ್ಯಕ್ಷರಾದ ರೆಡ್ಡಿ ಶ್ರೀನಿವಾಸ ಅವರು ಸಭೆಯ ಅಧ್ಯಕ್ಷತೆ ವಹಿಸುವರು. ಸಂಬಂಧಪಟ್ಟ ಇಲಾಖೆಗಳ ಅಧಿಕಾರಿಗಳು ಅಗತ್ಯ ಮಾಹಿತಿಯೊಂದಿಗೆ ಕಡ್ಡಾಯವಾಗಿ ಸಭೆಗೆ ಹಾಜರಾಗಬೇಕು. ಸಮಿತಿಯ ಉಪಾಧ್ಯಕ್ಷರು, ಸದಸ್ಯರು ಸಭೆಯಲ್ಲಿ ಪಾಲ್ಗೊಳ್ಳುವಂತೆ ಕೊಪ್ಪಳ ಜಿಲ್ಲಾ ಪಂಚಾಯತ್ ಮುಖ್ಯ ಕಾರ್ಯನಿರ್ವಾಹಕ ಅಧಿಕಾರಿ ವರ್ಣಿತ್ ನೇಗಿ ಅವರು ಪ್ರಕಟಣೆಯಲ್ಲಿ ತಿಳಿಸಿದ್ದಾರೆ. <box>766 514 1213 647</box>
notice-en1-concern: To, Whom so ever it may concern. <box>1240 1578 1415 1592</box>
article1-column4: ಪ್ರೊಫೆಸರ್ ಮೇಲ್ವಿಚಾರಣೆಯಲ್ಲಿ ಮಾತನಾಡಿದ ವಿದ್ಯಾರ್ಥಿಗಳು ಪರಿಶ್ರಮದಿಂದ ಅಧ್ಯಯನ ಮಾಡಿ ನಾಡಿನ ಕೀರ್ತಿ ಹೆಚ್ಚಿಸಬೇಕು ಎಂದು ಕಿವಿಮಾತು ಹೇಳಿದರು. ಬಳಿಕ ಸಸಿಗೆ ನೀರೆರೆಯುವ ಮೂಲಕ ಕಾರ್ಯಕ್ರಮಕ್ಕೆ ಚಾಲನೆ ನೀಡಲಾಯಿತು. ಸ್ವಾಗತಿಸಿದರೆ, ಬಸವರಾಜ ಹಾರ್ನಳ್ಳಿ ನಿರೂಪಿಸಿದರು ಮತ್ತು ಹನುಮಂತ ಯಾದವ ವಂದಿಸಿದರು. <box>564 501 749 668</box>
divider-middle-right <box>1224 65 1226 1359</box>
article2-column4: ಮಹಾರಾಷ್ಟ್ರದ ಗಡಿಯಲ್ಲಿಯ 2006 ರಿಂದ ವಿವಾದ ಜೀವಂತವಾಗಿದ್ದು, ಬೆಳಗಾವಿ ಕರ್ನಾಟಕದ ಅವಿಭಾಜ್ಯ ಅಂಗವಾಗಿದೆ ಎಂಬ ಪ್ರತಿಪಾದನೆಯಾಗಿ ಸುವರ್ಣ ವಿಧಾನಸೌಧವನ್ನು ನಿರ್ಮಿಸಲಾಗಿದೆ. ಮಹಾರಾಷ್ಟ್ರ ಬೆಳಗಾವಿ ಮತ್ತು ಹತ್ತಿರದ ಕೆಲವು ಸ್ಥಳಗಳು ತನಗೆ ಸೇರಿವೆ ಎಂದು ಹೇಳಿಕೊಳ್ಳುತ್ತಿದೆ. <box>564 1031 749 1177</box>
contact-phone-big: 9448441484 <box>1279 687 1465 726</box>
notice-en1-case-number: Cri.M.C.No:1769/2025 <box>1259 1507 1396 1523</box>
notice-kn-title-line1: ಮಾನ್ಯ ಮೂರನೆ ಹೆಚ್ಚುವರಿ ಸಿವಿಲ್ ನ್ಯಾಯಾಧೀಶರು ಮತ್ತು ಪ್ರಥಮದರ್ಜೆ <box>1195 1869 1460 1883</box>
masthead-title: ಹೊಸಪೇಟೆ ಟೈಮ್ಸ್ <box>637 3 854 45</box>
sidebar-divider <box>1248 283 1496 285</box>
divider-left-middle <box>757 65 758 2394</box>
notice-kn-title-line2: ನ್ಯಾಯಿಕ ದಂಡಾಧಿಕಾರಿರವರ ನ್ಯಾಯಾಲಯ, ಹೊಸಪೇಟೆ <box>1225 1882 1430 1897</box>
notice-en1-respondent-line1: The Municipal Commissioner -cum-Registrar of Birth& Deaths <box>1158 1551 1456 1564</box>
